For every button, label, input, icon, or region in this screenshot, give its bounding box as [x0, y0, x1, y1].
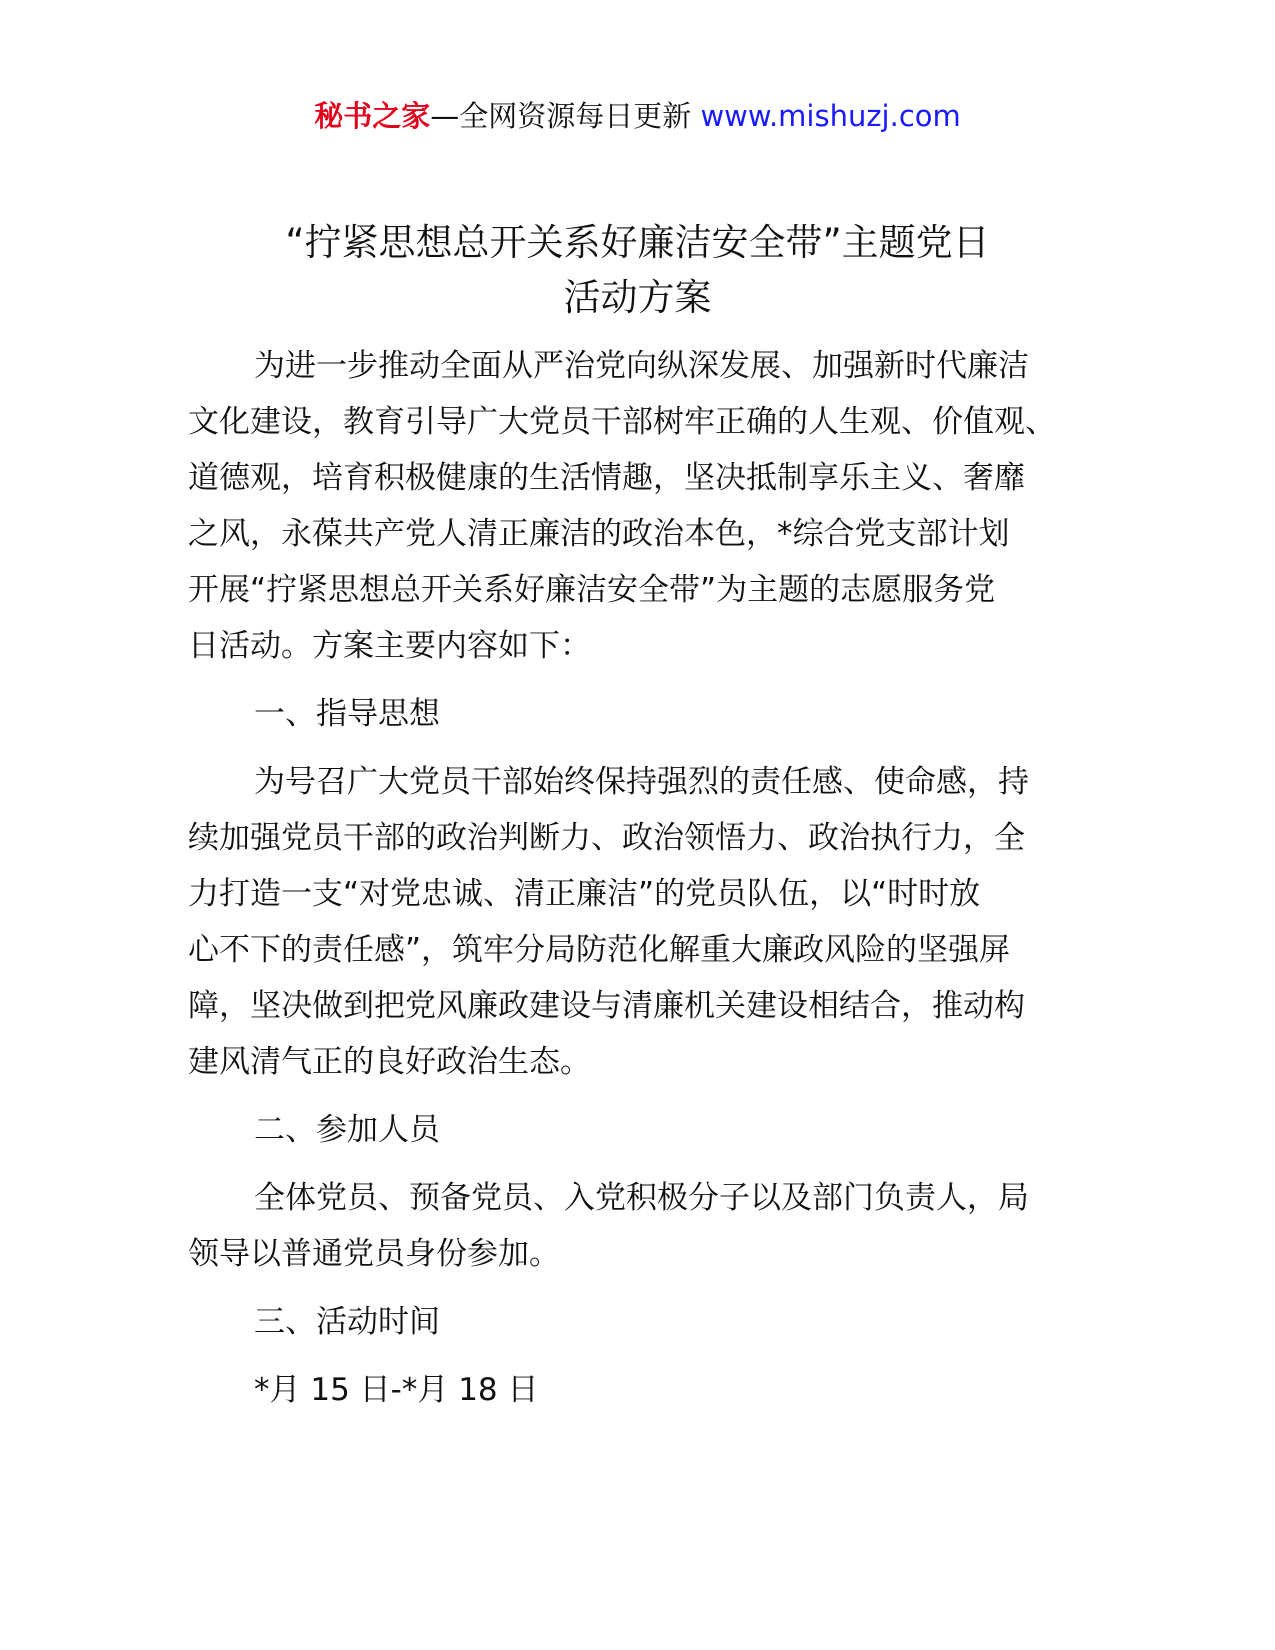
text-line: 力打造一支“对党忠诚、清正廉洁”的党员队伍，以“时时放: [188, 876, 981, 912]
section-heading-participants: [188, 1102, 1098, 1158]
guiding-ideology-paragraph: [188, 754, 1098, 1090]
text-line: 全体党员、预备党员、入党积极分子以及部门负责人，局: [254, 1180, 1029, 1216]
text-line: 道德观，培育积极健康的生活情趣，坚决抵制享乐主义、奢靡: [188, 460, 1025, 496]
header-tagline: —全网资源每日更新: [430, 99, 692, 133]
text-line: 为号召广大党员干部始终保持强烈的责任感、使命感，持: [254, 764, 1029, 800]
document-title: [170, 215, 1105, 325]
text-line: 建风清气正的良好政治生态。: [188, 1044, 591, 1080]
site-url-link[interactable]: www.mishuzj.com: [700, 99, 961, 133]
text-line: 心不下的责任感”，筑牢分局防范化解重大廉政风险的坚强屏: [188, 932, 1011, 968]
text-line: 日活动。方案主要内容如下：: [188, 628, 591, 664]
heading-text: 三、活动时间: [254, 1304, 440, 1340]
intro-paragraph: [188, 338, 1098, 674]
section-heading-guiding-ideology: [188, 686, 1098, 742]
text-line: 文化建设，教育引导广大党员干部树牢正确的人生观、价值观、: [188, 404, 1056, 440]
text-line: 为进一步推动全面从严治党向纵深发展、加强新时代廉洁: [254, 348, 1029, 384]
heading-text: 一、指导思想: [254, 696, 440, 732]
site-header: [0, 96, 1275, 136]
text-line: 之风，永葆共产党人清正廉洁的政治本色，*综合党支部计划: [188, 516, 1010, 552]
document-body: [188, 338, 1098, 1430]
text-line: 领导以普通党员身份参加。: [188, 1236, 560, 1272]
heading-text: 二、参加人员: [254, 1112, 440, 1148]
participants-paragraph: [188, 1170, 1098, 1282]
text-line: 障，坚决做到把党风廉政建设与清廉机关建设相结合，推动构: [188, 988, 1025, 1024]
title-line-2: 活动方案: [563, 276, 712, 319]
text-line: 开展“拧紧思想总开关系好廉洁安全带”为主题的志愿服务党: [188, 572, 996, 608]
title-line-1: “拧紧思想总开关系好廉洁安全带”主题党日: [285, 221, 990, 264]
text-line: 续加强党员干部的政治判断力、政治领悟力、政治执行力，全: [188, 820, 1025, 856]
activity-time-paragraph: [188, 1362, 1098, 1418]
section-heading-activity-time: [188, 1294, 1098, 1350]
text-line: *月 15 日-*月 18 日: [254, 1372, 539, 1408]
brand-name: 秘书之家: [314, 99, 431, 133]
